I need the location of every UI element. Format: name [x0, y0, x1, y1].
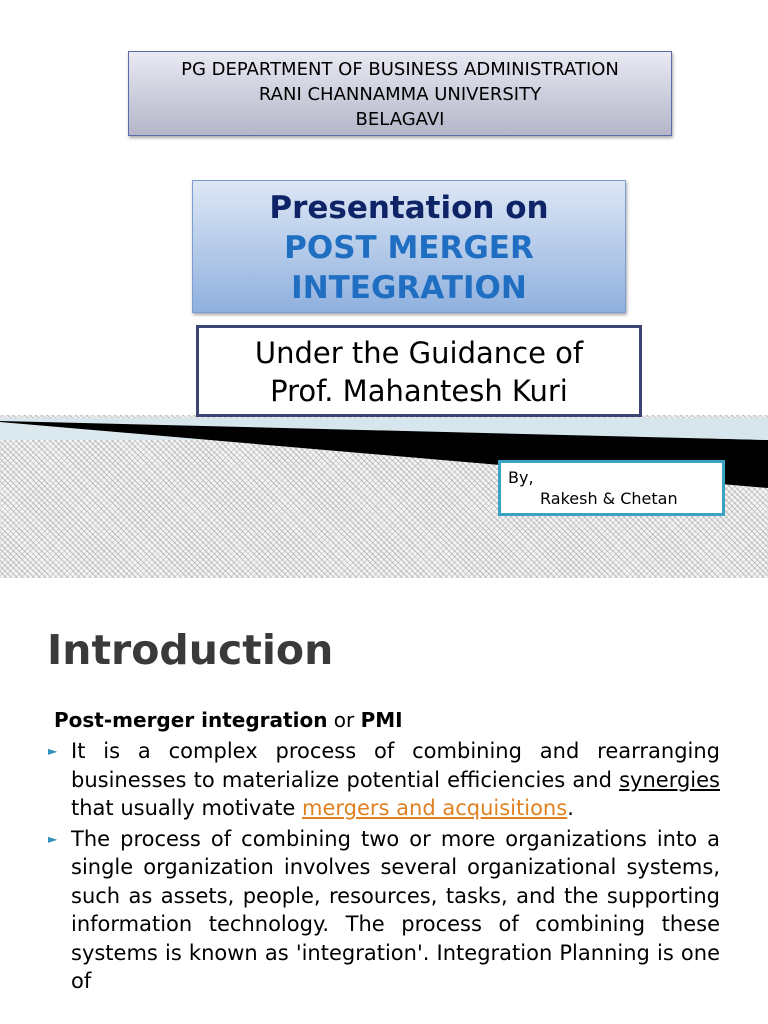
by-label: By,	[508, 468, 534, 487]
presenters-box	[498, 460, 725, 516]
guidance-label: Under the Guidance of	[254, 336, 584, 370]
subheading-term: Post-merger integration	[54, 708, 328, 732]
city-name: BELAGAVI	[355, 109, 445, 130]
guide-name: Prof. Mahantesh Kuri	[270, 374, 568, 408]
slide-heading: Introduction	[47, 626, 334, 674]
subheading-joiner: or	[327, 708, 361, 732]
subheading	[54, 706, 403, 734]
synergies-link[interactable]: synergies	[619, 767, 720, 792]
bullet-arrow-icon: ►	[48, 744, 58, 758]
bullet-list	[48, 737, 720, 998]
bullet-text: .	[567, 796, 574, 820]
bullet-text: that usually motivate	[71, 796, 303, 820]
title-topic-line2: INTEGRATION	[291, 270, 527, 306]
guidance-box	[196, 325, 642, 417]
list-item	[48, 737, 720, 823]
bullet-arrow-icon: ►	[48, 831, 58, 846]
presenter-names: Rakesh & Chetan	[540, 489, 678, 508]
department-name: PG DEPARTMENT OF BUSINESS ADMINISTRATION	[181, 59, 619, 80]
department-header	[128, 51, 672, 136]
list-item	[48, 825, 720, 996]
mergers-acquisitions-link[interactable]: mergers and acquisitions	[302, 796, 568, 820]
presentation-title	[192, 180, 626, 313]
university-name: RANI CHANNAMMA UNIVERSITY	[258, 84, 542, 105]
bullet-text: It is a complex process of combining and rearranging businesses to materialize potential efficiencies and	[71, 739, 720, 792]
subheading-abbr: PMI	[360, 708, 403, 732]
title-topic-line1: POST MERGER	[284, 230, 534, 266]
introduction-slide	[0, 578, 768, 1024]
title-prefix: Presentation on	[269, 190, 549, 226]
bullet-text: The process of combining two or more organizations into a single organization involves several organizational systems, such as assets, people, resources, tasks, and the supporting information technology. The process of combining these systems is known as 'integration'. Integration Planning is one of	[71, 826, 720, 993]
